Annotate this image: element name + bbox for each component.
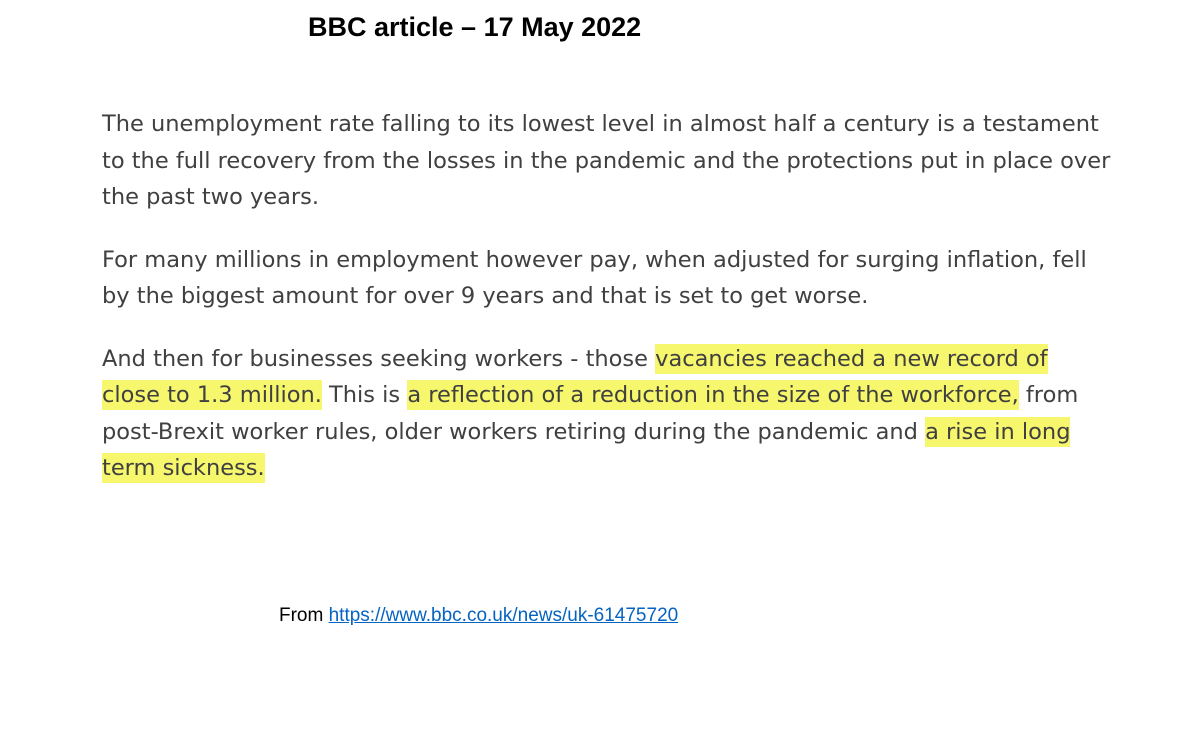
source-line [279,605,678,627]
source-link[interactable]: https://www.bbc.co.uk/news/uk-61475720 [328,605,679,626]
article-paragraph-1: The unemployment rate falling to its lowest level in almost half a century is a testament to the full recovery from the losses in the pandemic and the protections put in place over the past two years. [102,111,1111,210]
paragraph-3-text-3: from post-Brexit worker rules, older workers retiring during the pandemic and [102,382,1079,445]
highlight-workforce: a reflection of a reduction in the size of the workforce, [407,382,1019,408]
highlight-sickness: a rise in long term sickness. [102,418,1071,481]
page-title: BBC article – 17 May 2022 [308,12,642,42]
article-body [102,106,1112,513]
article-paragraph-3 [102,341,1112,487]
paragraph-3-text-2: This is [321,382,408,408]
source-prefix: From [279,605,329,626]
highlight-vacancies: vacancies reached a new record of close to 1.3 million. [102,345,1048,408]
article-paragraph-2: For many millions in employment however pay, when adjusted for surging inflation, fell by the biggest amount for over 9 years and that is set to get worse. [102,246,1087,309]
paragraph-3-text-1: And then for businesses seeking workers - those [102,345,656,372]
